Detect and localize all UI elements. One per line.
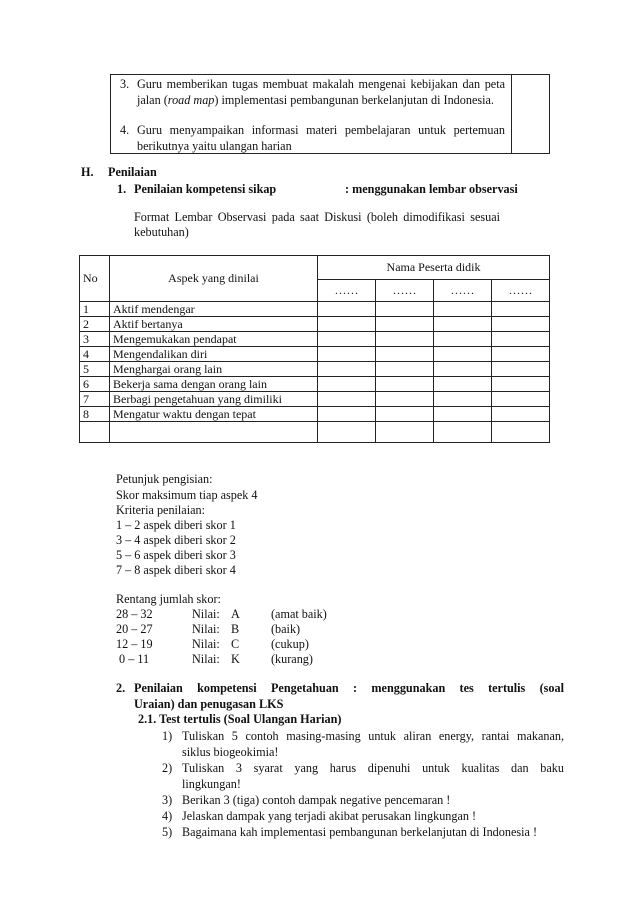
- header-no: No: [80, 256, 110, 302]
- petunjuk-skor: Skor maksimum tiap aspek 4: [116, 488, 258, 502]
- section-letter: H.: [81, 165, 94, 179]
- table-row: 8 Mengatur waktu dengan tepat: [80, 407, 550, 422]
- table-row: 6 Bekerja sama dengan orang lain: [80, 377, 550, 392]
- table-row: 7 Berbagi pengetahuan yang dimiliki: [80, 392, 550, 407]
- petunjuk-kriteria: Kriteria penilaian:: [116, 503, 205, 517]
- header-aspek: Aspek yang dinilai: [110, 256, 318, 302]
- sikap-method: : menggunakan lembar observasi: [345, 182, 518, 196]
- name-placeholder: ……: [492, 280, 550, 302]
- table-row: 1 Aktif mendengar: [80, 302, 550, 317]
- table-total-row: [80, 422, 550, 443]
- kriteria-item: 5 – 6 aspek diberi skor 3: [116, 548, 236, 562]
- name-placeholder: ……: [318, 280, 376, 302]
- question-num: 1): [162, 729, 173, 743]
- table-row: 2 Aktif bertanya: [80, 317, 550, 332]
- kriteria-item: 1 – 2 aspek diberi skor 1: [116, 518, 236, 532]
- question-num: 3): [162, 793, 173, 807]
- format-note: Format Lembar Observasi pada saat Diskusi (boleh dimodifikasi sesuai: [134, 210, 500, 224]
- petunjuk-title: Petunjuk pengisian:: [116, 472, 213, 486]
- pengetahuan-label: Penilaian kompetensi Pengetahuan : menggunakan tes tertulis (soal: [134, 681, 564, 695]
- step-item: 4. Guru menyampaikan informasi materi pembelajaran untuk pertemuan berikutnya yaitu ulangan harian: [120, 123, 505, 153]
- table-divider: [511, 75, 512, 153]
- step-item: 3. Guru memberikan tugas membuat makalah mengenai kebijakan dan peta jalan (road map) implementasi pembangunan berkelanjutan di Indonesia.: [120, 77, 505, 107]
- rentang-title: Rentang jumlah skor:: [116, 592, 221, 606]
- sikap-label: Penilaian kompetensi sikap: [134, 182, 277, 196]
- table-row: 3 Mengemukakan pendapat: [80, 332, 550, 347]
- question-num: 5): [162, 825, 173, 839]
- format-note-cont: kebutuhan): [134, 225, 189, 239]
- question-num: 2): [162, 761, 173, 775]
- name-placeholder: ……: [376, 280, 434, 302]
- question-text: Tuliskan 3 syarat yang harus dipenuhi untuk kualitas dan baku: [182, 761, 564, 775]
- table-row: 5 Menghargai orang lain: [80, 362, 550, 377]
- section-title: Penilaian: [108, 165, 157, 179]
- question-num: 4): [162, 809, 173, 823]
- question-text-cont: lingkungan!: [182, 777, 241, 791]
- question-text-cont: siklus biogeokimia!: [182, 745, 279, 759]
- question-text: Berikan 3 (tiga) contoh dampak negative pencemaran !: [182, 793, 451, 807]
- question-text: Jelaskan dampak yang terjadi akibat perusakan lingkungan !: [182, 809, 477, 823]
- sikap-num: 1.: [117, 182, 127, 196]
- question-text: Bagaimana kah implementasi pembangunan berkelanjutan di Indonesia !: [182, 825, 538, 839]
- pengetahuan-label-cont: Uraian) dan penugasan LKS: [134, 697, 284, 711]
- observation-table: [79, 255, 550, 443]
- table-row: 4 Mengendalikan diri: [80, 347, 550, 362]
- name-placeholder: ……: [434, 280, 492, 302]
- pengetahuan-num: 2.: [116, 681, 126, 695]
- test-subheading: 2.1. Test tertulis (Soal Ulangan Harian): [138, 712, 342, 726]
- header-nama: Nama Peserta didik: [318, 256, 550, 280]
- activity-table: [110, 74, 550, 154]
- kriteria-item: 7 – 8 aspek diberi skor 4: [116, 563, 236, 577]
- question-text: Tuliskan 5 contoh masing-masing untuk aliran energy, rantai makanan,: [182, 729, 564, 743]
- kriteria-item: 3 – 4 aspek diberi skor 2: [116, 533, 236, 547]
